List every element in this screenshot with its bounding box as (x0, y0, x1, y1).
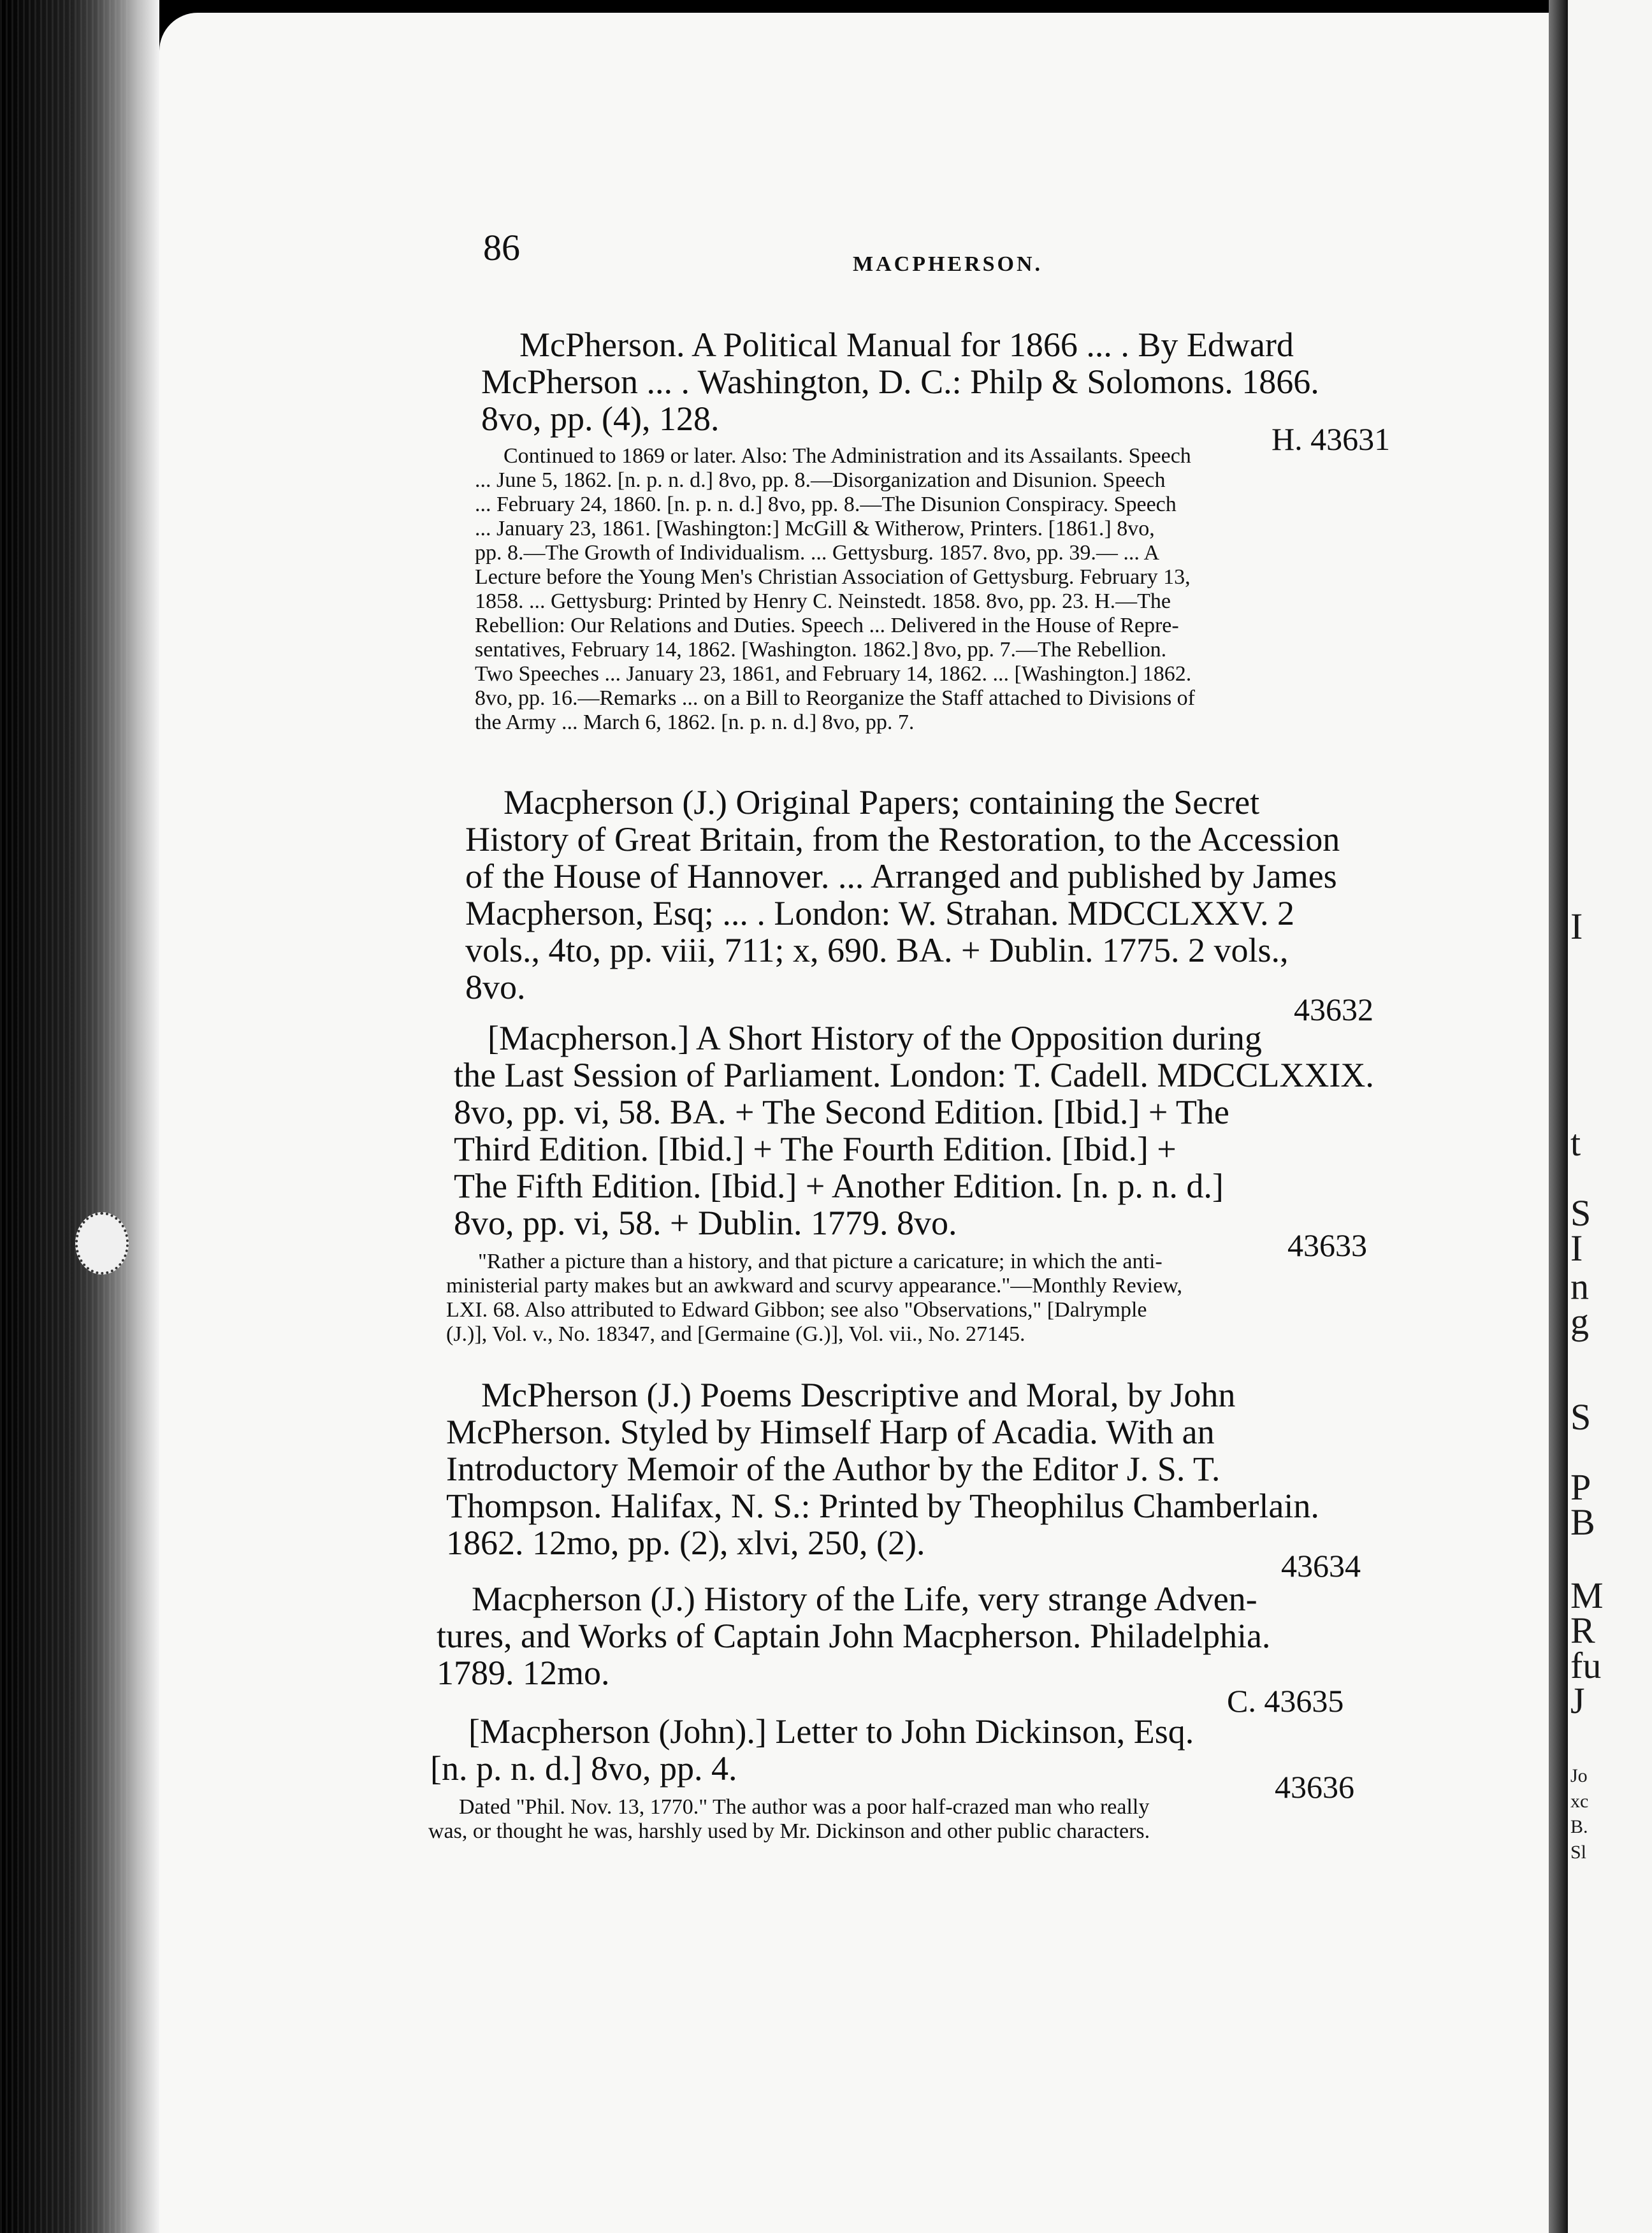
entry-line: The Fifth Edition. [Ibid.] + Another Edition. [n. p. n. d.] (454, 1167, 1224, 1205)
adjacent-fragment: J (1570, 1680, 1585, 1721)
page-number: 86 (483, 227, 520, 268)
entry-line: the Last Session of Parliament. London: T. Cadell. MDCCLXXIX. (454, 1056, 1374, 1094)
adjacent-fragment: S (1570, 1396, 1591, 1438)
entry-note-line: ministerial party makes but an awkward and scurvy appearance."—Monthly Review, (446, 1274, 1183, 1297)
entry-note-line: LXI. 68. Also attributed to Edward Gibbon; see also "Observations," [Dalrymple (446, 1298, 1147, 1322)
entry-note-line: was, or thought he was, harshly used by Mr. Dickinson and other public characters. (428, 1819, 1150, 1843)
adjacent-fragment: B (1570, 1501, 1595, 1543)
entry-number: 43636 (1275, 1769, 1354, 1805)
adjacent-fragment: fu (1570, 1645, 1602, 1686)
entry-note-line: ... February 24, 1860. [n. p. n. d.] 8vo, pp. 8.—The Disunion Conspiracy. Speech (475, 493, 1177, 516)
entry-line: tures, and Works of Captain John Macpherson. Philadelphia. (437, 1617, 1271, 1655)
adjacent-fragment: M (1570, 1575, 1604, 1616)
adjacent-fragment: Sl (1570, 1842, 1587, 1863)
adjacent-fragment: P (1570, 1466, 1591, 1508)
entry-line: 8vo, pp. vi, 58. + Dublin. 1779. 8vo. (454, 1204, 957, 1242)
entry-line: 8vo. (465, 968, 526, 1006)
entry-note-line: Rebellion: Our Relations and Duties. Speech ... Delivered in the House of Repre- (475, 614, 1179, 637)
page-blemish (75, 1212, 129, 1275)
entry-line: McPherson. A Political Manual for 1866 ... . By Edward (519, 326, 1294, 364)
entry-line: 8vo, pp. vi, 58. BA. + The Second Edition. [Ibid.] + The (454, 1093, 1229, 1131)
adjacent-fragment: t (1570, 1122, 1581, 1164)
adjacent-fragment: n (1570, 1266, 1589, 1307)
entry-line: 8vo, pp. (4), 128. (481, 400, 720, 438)
entry-line: McPherson (J.) Poems Descriptive and Moral, by John (481, 1376, 1236, 1414)
entry-line: 1862. 12mo, pp. (2), xlvi, 250, (2). (446, 1524, 925, 1562)
book-edge (0, 0, 159, 2233)
entry-line: Macpherson (J.) Original Papers; containing the Secret (504, 783, 1260, 821)
entry-note-line: Dated "Phil. Nov. 13, 1770." The author was a poor half-crazed man who really (459, 1795, 1150, 1819)
entry-note-line: 1858. ... Gettysburg: Printed by Henry C. Neinstedt. 1858. 8vo, pp. 23. H.—The (475, 589, 1171, 613)
entry-number: 43634 (1281, 1548, 1361, 1584)
entry-note-line: sentatives, February 14, 1862. [Washington. 1862.] 8vo, pp. 7.—The Rebellion. (475, 638, 1167, 661)
entry-note-line: Two Speeches ... January 23, 1861, and February 14, 1862. ... [Washington.] 1862. (475, 662, 1192, 686)
entry-line: McPherson ... . Washington, D. C.: Philp & Solomons. 1866. (481, 363, 1319, 401)
running-head: MACPHERSON. (853, 252, 1043, 276)
entry-line: [n. p. n. d.] 8vo, pp. 4. (430, 1749, 737, 1788)
entry-note-line: 8vo, pp. 16.—Remarks ... on a Bill to Reorganize the Staff attached to Divisions of (475, 686, 1196, 710)
adjacent-fragment: S (1570, 1192, 1591, 1234)
entry-line: Third Edition. [Ibid.] + The Fourth Edition. [Ibid.] + (454, 1130, 1177, 1168)
entry-note-line: ... January 23, 1861. [Washington:] McGill & Witherow, Printers. [1861.] 8vo, (475, 517, 1155, 540)
entry-note-line: Continued to 1869 or later. Also: The Administration and its Assailants. Speech (504, 444, 1191, 468)
entry-note-line: pp. 8.—The Growth of Individualism. ... Gettysburg. 1857. 8vo, pp. 39.— ... A (475, 541, 1160, 565)
entry-line: Macpherson (J.) History of the Life, very strange Adven- (472, 1580, 1257, 1618)
entry-line: McPherson. Styled by Himself Harp of Acadia. With an (446, 1413, 1215, 1451)
adjacent-fragment: I (1570, 906, 1583, 947)
entry-number: H. 43631 (1272, 421, 1391, 457)
entry-line: Introductory Memoir of the Author by the Editor J. S. T. (446, 1450, 1221, 1488)
adjacent-page (1568, 0, 1652, 2233)
entry-line: Thompson. Halifax, N. S.: Printed by Theophilus Chamberlain. (446, 1487, 1319, 1525)
entry-note-line: Lecture before the Young Men's Christian Association of Gettysburg. February 13, (475, 565, 1191, 589)
entry-number: C. 43635 (1227, 1683, 1344, 1719)
entry-line: [Macpherson (John).] Letter to John Dickinson, Esq. (468, 1712, 1194, 1751)
adjacent-fragment: xc (1570, 1791, 1589, 1812)
entry-number: 43632 (1294, 992, 1373, 1027)
book-gutter (1549, 0, 1568, 2233)
entry-line: Macpherson, Esq; ... . London: W. Strahan. MDCCLXXV. 2 (465, 894, 1294, 932)
entry-line: vols., 4to, pp. viii, 711; x, 690. BA. + Dublin. 1775. 2 vols., (465, 931, 1289, 969)
adjacent-fragment: g (1570, 1301, 1589, 1342)
adjacent-fragment: R (1570, 1610, 1595, 1651)
entry-note-line: the Army ... March 6, 1862. [n. p. n. d.] 8vo, pp. 7. (475, 711, 915, 734)
entry-line: 1789. 12mo. (437, 1654, 610, 1692)
entry-number: 43633 (1287, 1227, 1367, 1263)
entry-note-line: ... June 5, 1862. [n. p. n. d.] 8vo, pp. 8.—Disorganization and Disunion. Speech (475, 468, 1166, 492)
entry-note-line: "Rather a picture than a history, and that picture a caricature; in which the anti- (478, 1250, 1163, 1273)
adjacent-fragment: I (1570, 1227, 1583, 1269)
entry-note-line: (J.)], Vol. v., No. 18347, and [Germaine (G.)], Vol. vii., No. 27145. (446, 1322, 1025, 1346)
adjacent-fragment: Jo (1570, 1765, 1588, 1786)
entry-line: History of Great Britain, from the Restoration, to the Accession (465, 820, 1340, 858)
entry-line: [Macpherson.] A Short History of the Opposition during (488, 1019, 1262, 1057)
adjacent-fragment: B. (1570, 1816, 1588, 1837)
entry-line: of the House of Hannover. ... Arranged and published by James (465, 857, 1337, 895)
